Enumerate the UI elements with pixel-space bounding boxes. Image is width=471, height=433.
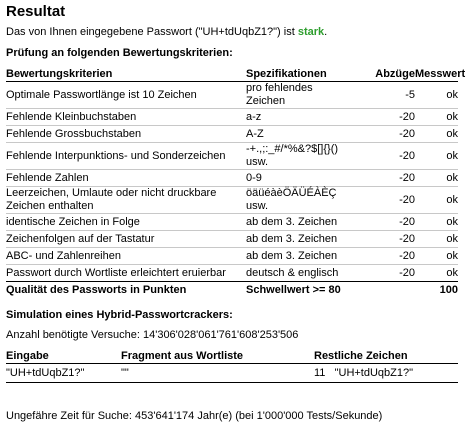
spec-cell: A-Z	[246, 126, 348, 143]
spec-cell: deutsch & englisch	[246, 265, 348, 282]
column-header-criterion: Bewertungskriterien	[6, 67, 246, 82]
deduction-cell: -20	[348, 231, 415, 248]
table-row	[6, 109, 458, 126]
deduction-cell: -20	[348, 265, 415, 282]
spec-cell	[246, 187, 348, 214]
criterion-line: Zeichen enthalten	[6, 200, 94, 212]
intro-suffix: .	[324, 26, 328, 38]
criterion-cell: Optimale Passwortlänge ist 10 Zeichen	[6, 82, 246, 109]
table-row	[6, 187, 458, 214]
criterion-cell: identische Zeichen in Folge	[6, 214, 246, 231]
table-row	[6, 364, 458, 383]
attempts-text: Anzahl benötigte Versuche: 14'306'028'061'761'608'253'506	[6, 329, 299, 341]
criterion-cell: Passwort durch Wortliste erleichtert eruierbar	[6, 265, 246, 282]
deduction-cell: -20	[348, 126, 415, 143]
spec-cell: a-z	[246, 109, 348, 126]
value-cell: ok	[415, 214, 458, 231]
total-label: Qualität des Passworts in Punkten	[6, 283, 187, 296]
spec-line: öäüéàèÖÄÜÉÀÈÇ	[246, 187, 337, 199]
strength-label: stark	[297, 26, 325, 38]
spec-line: usw.	[246, 200, 269, 212]
total-score: 100	[439, 283, 458, 296]
remaining-cell	[314, 364, 458, 383]
table-row	[6, 214, 458, 231]
deduction-cell: -5	[348, 82, 415, 109]
table-row	[6, 143, 458, 170]
result-intro	[6, 26, 327, 38]
criteria-header-row	[6, 67, 458, 82]
simulation-heading: Simulation eines Hybrid-Passwortcrackers:	[6, 309, 233, 321]
remaining-count: 11	[314, 367, 326, 379]
deduction-cell: -20	[348, 143, 415, 170]
table-row	[6, 265, 458, 282]
search-time-text: Ungefähre Zeit für Suche: 453'641'174 Jahr(e) (bei 1'000'000 Tests/Sekunde)	[6, 410, 383, 422]
value-cell: ok	[415, 170, 458, 187]
column-header-deduction: Abzüge	[348, 67, 415, 82]
table-row	[6, 82, 458, 109]
spec-cell	[246, 143, 348, 170]
value-cell: ok	[415, 248, 458, 265]
spec-cell: ab dem 3. Zeichen	[246, 248, 348, 265]
column-header-spec: Spezifikationen	[246, 67, 348, 82]
fragment-cell: ""	[121, 364, 314, 383]
value-cell: ok	[415, 109, 458, 126]
deduction-cell: -20	[348, 248, 415, 265]
deduction-cell: -20	[348, 214, 415, 231]
criterion-cell: Fehlende Zahlen	[6, 170, 246, 187]
value-cell: ok	[415, 187, 458, 214]
table-row	[6, 170, 458, 187]
cracker-header-row	[6, 349, 458, 364]
criterion-cell	[6, 187, 246, 214]
spec-cell: pro fehlendes Zeichen	[246, 82, 348, 109]
criteria-table	[6, 67, 466, 298]
deduction-cell: -20	[348, 187, 415, 214]
criterion-line: Leerzeichen, Umlaute oder nicht druckbare	[6, 187, 217, 199]
table-row	[6, 231, 458, 248]
spec-cell: ab dem 3. Zeichen	[246, 231, 348, 248]
criterion-cell: Fehlende Interpunktions- und Sonderzeichen	[6, 143, 246, 170]
spec-cell: ab dem 3. Zeichen	[246, 214, 348, 231]
total-row	[6, 282, 458, 299]
threshold-label: Schwellwert >= 80	[246, 283, 341, 296]
value-cell: ok	[415, 82, 458, 109]
deduction-cell: -20	[348, 170, 415, 187]
column-header-value: Messwert	[415, 67, 466, 80]
result-heading: Resultat	[6, 3, 66, 20]
spec-line: -+.,;:_#/*%&?$[]{}()	[246, 143, 339, 155]
spec-cell: 0-9	[246, 170, 348, 187]
value-cell: ok	[415, 265, 458, 282]
criteria-heading: Prüfung an folgenden Bewertungskriterien:	[6, 47, 233, 59]
value-cell: ok	[415, 126, 458, 143]
input-cell: "UH+tdUqbZ1?"	[6, 364, 121, 383]
cracker-table	[6, 349, 458, 383]
criterion-cell: Fehlende Grossbuchstaben	[6, 126, 246, 143]
table-row	[6, 248, 458, 265]
table-row	[6, 126, 458, 143]
spec-line: usw.	[246, 156, 269, 168]
criterion-cell: Zeichenfolgen auf der Tastatur	[6, 231, 246, 248]
remaining-chars: "UH+tdUqbZ1?"	[334, 367, 414, 379]
column-header-remaining: Restliche Zeichen	[314, 349, 458, 364]
intro-prefix: Das von Ihnen eingegebene Passwort ("UH+tdUqbZ1?") ist	[6, 26, 295, 38]
criterion-cell: ABC- und Zahlenreihen	[6, 248, 246, 265]
value-cell: ok	[415, 231, 458, 248]
deduction-cell: -20	[348, 109, 415, 126]
column-header-fragment: Fragment aus Wortliste	[121, 349, 314, 364]
column-header-input: Eingabe	[6, 349, 121, 364]
criterion-cell: Fehlende Kleinbuchstaben	[6, 109, 246, 126]
value-cell: ok	[415, 143, 458, 170]
